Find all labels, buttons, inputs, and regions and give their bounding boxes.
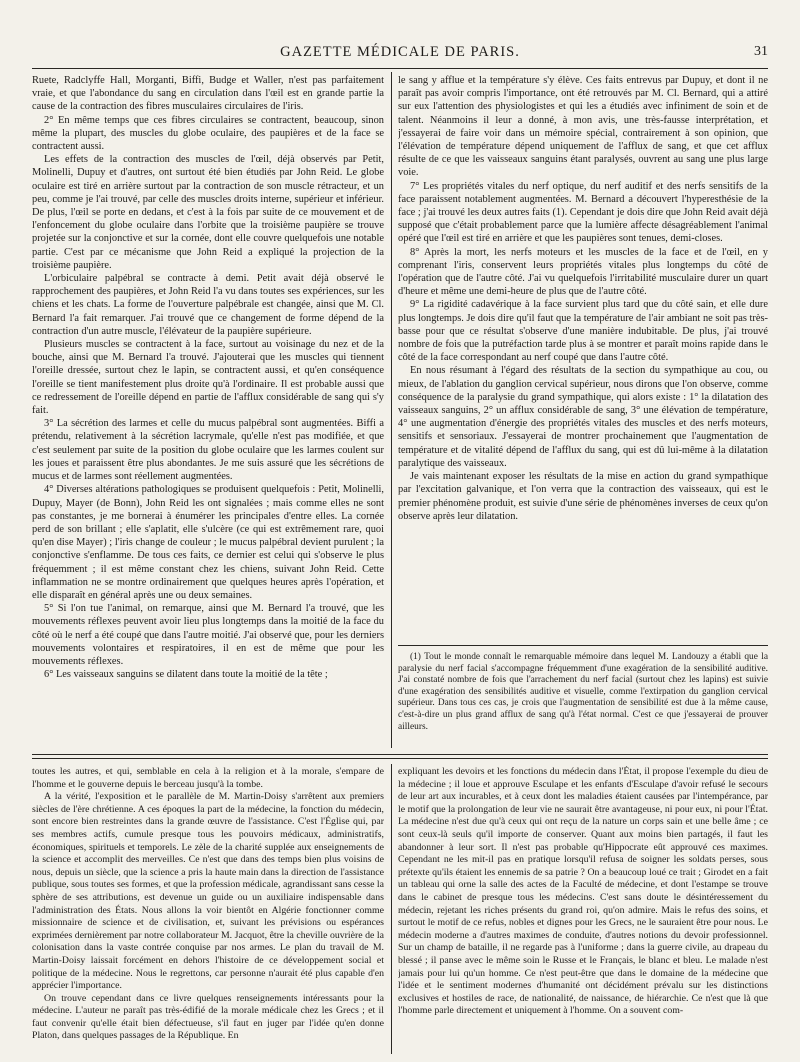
paragraph: 6° Les vaisseaux sanguins se dilatent dans toute la moitié de la tête ; <box>44 669 328 681</box>
paragraph: A la vérité, l'exposition et le parallèle de M. Martin-Doisy s'arrêtent aux premiers siècles de l'ère chrétienne. A ces époques la part de la médecine, la fonction du médecin, sont encore bien restreintes dans la grande œuvre de l'assistance. C'est l'Église qui, par ses membres actifs, cumule presque tous les pouvoirs médicaux, administratifs, économiques, spirituels et temporels. Le zèle de la charité supplée aux enseignements de la science et accomplit des merveilles. Ce n'est que dans des temps bien plus voisins de nous, depuis un siècle, que la science a pris la haute main dans la direction de l'assistance publique, sous toutes ses formes, et que la profession médicale, agrandissant sans cesse la sphère de ses attributions, est devenue un guide ou un auxiliaire indispensable dans l'administration des États. Nous allons la voir bientôt en Algérie fonctionner comme missionnaire de science et de civilisation, et, suivant les prévisions ou espérances exprimées dernièrement par notre collaborateur M. Jacquot, être la cheville ouvrière de la colonisation dans la vaste contrée conquise par nos armes. Le plan du travail de M. Martin-Doisy laissait forcément en dehors l'histoire de ce développement social et politique de la médecine. Nous le regrettons, car personne n'aurait été plus capable d'en apprécier l'importance. <box>32 791 384 992</box>
review-column-1 <box>32 766 384 1054</box>
paragraph: expliquant les devoirs et les fonctions du médecin dans l'État, il propose l'exemple du dieu de la médecine ; il loue et approuve Esculape et les enfants d'Esculape d'avoir refusé le secours de leur art aux incurables, et à ceux dont les maladies étaient causées par l'intempérance, par le motif que la prolongation de leur vie ne saurait être avantageuse, ni pour eux, ni pour l'État. La médecine n'est due qu'à ceux qui ont reçu de la nature un corps sain et une belle âme ; ce sont ceux-là seuls qu'il importe de conserver. Quant aux moins bien partagés, il faut les abandonner à leur sort. Il n'est pas probable qu'Hippocrate eût approuvé ces maximes. Cependant ne les mit-il pas en pratique lorsqu'il refusa de soigner les soldats perses, sous prétexte qu'ils étaient les ennemis de sa patrie ? On a beaucoup loué ce trait ; Girodet en a fait un tableau qui orne la salle des actes de la Faculté de médecine, et dont l'estampe se trouve dans le cabinet de presque tous les médecins. C'est sans doute le désintéressement du médecin, rejetant les riches présents du grand roi, qu'on admire. Mais le refus des soins, et surtout le motif de ce refus, nobles et dignes pour les Grecs, ne le sauraient être pour nous. Le médecin moderne a d'autres maximes de conduite, d'autres notions du devoir professionnel. Sur un champ de bataille, il ne regarde pas à l'uniforme ; dans la guerre civile, au drapeau du blessé ; il panse avec le même soin le Russe et le Français, le blanc et bleu. Le malade n'est jamais pour lui qu'un homme. Ce n'est peut-être que dans le domaine de la médecine que l'idée et le sentiment modernes d'humanité ont décidément prévalu sur les distinctions exclusives et hostiles de race, de nationalité, de naissance, de hiérarchie. Ce n'est que là que l'homme parle directement et uniquement à l'homme. On a souvent com- <box>398 766 768 1017</box>
paragraph: 4° Diverses altérations pathologiques se produisent quelquefois : Petit, Molinelli, Dupuy, Mayer (de Bonn), John Reid les ont signalées ; mais comme elles ne sont pas constantes, je me bornerai à énumérer les principales d'entre elles. La cornée perd de son brillant ; elle s'aplatit, elle s'ulcère (ce qui est extrêmement rare, quoi qu'en dise Mayer) ; l'iris change de couleur ; le mucus palpébral devient purulent ; la conjonctive s'enflamme. De tous ces faits, ce dernier est celui qui s'observe le plus fréquemment ; il est même constant chez les chiens, suivant John Reid. Cette inflammation ne se montre ordinairement que quelques heures après l'opération, et elle disparaît en général après une ou deux semaines. <box>32 484 384 601</box>
article-column-1 <box>32 74 384 746</box>
page-header <box>32 40 768 69</box>
paragraph: Ruete, Radclyffe Hall, Morganti, Biffi, Budge et Waller, n'est pas parfaitement vraie, et que l'abondance du sang en circulation dans l'œil est en grande partie la cause de la contraction des fibres musculaires circulaires de l'iris. <box>32 75 384 113</box>
paragraph: 5° Si l'on tue l'animal, on remarque, ainsi que M. Bernard l'a trouvé, que les mouvements réflexes peuvent avoir lieu plus longtemps dans la moitié de la face du côté où le nerf a été coupé que dans l'autre moitié. J'ai observé que, pour les derniers mouvements volontaires et respiratoires, il en est de même que pour les mouvements réflexes. <box>32 603 384 667</box>
paragraph: Plusieurs muscles se contractent à la face, surtout au voisinage du nez et de la bouche, ainsi que M. Bernard l'a trouvé. J'ajouterai que les muscles qui tiennent l'oreille dressée, surtout chez le lapin, se contractent aussi, et qu'en conséquence l'oreille se tient manifestement plus droite qu'à l'ordinaire. Il est probable aussi que ce redressement de l'oreille dépend en partie de l'afflux considérable de sang qui s'y fait. <box>32 339 384 417</box>
paragraph: 9° La rigidité cadavérique à la face survient plus tard que du côté sain, et elle dure plus longtemps. Je dois dire qu'il faut que la température de l'air ambiant ne soit pas très-basse pour que ce résultat s'observe d'une manière indubitable. De plus, j'ai trouvé nombre de fois que la putréfaction tarde plus à se montrer et paraît moins rapide dans le côté de la face correspondant au nerf coupé que dans l'autre côté. <box>398 299 768 364</box>
paragraph: toutes les autres, et qui, semblable en cela à la religion et à la morale, s'empare de l'homme et le gouverne depuis le berceau jusqu'à la tombe. <box>32 766 384 790</box>
paragraph: le sang y afflue et la température s'y élève. Ces faits entrevus par Dupuy, et dont il ne paraît pas avoir compris l'importance, ont été retrouvés par M. Cl. Bernard, qui a attiré sur eux l'attention des physiologistes et qui les a étudiés avec infiniment de soin et de talent. Néanmoins il leur a donné, à mon avis, une très-fausse interprétation, et j'essayerai de faire voir dans un mémoire spécial, contrairement à son opinion, que l'élévation de température dépend uniquement de l'afflux de sang, et que cet afflux résulte de ce que les vaisseaux sanguins étant paralysés, ouvrent au sang une plus large voie. <box>398 75 768 179</box>
paragraph: Je vais maintenant exposer les résultats de la mise en action du grand sympathique par l'excitation galvanique, et l'on verra que la contraction des vaisseaux, qui est le premier phénomène produit, est suivie d'une série de phénomènes inverses de ceux qu'on observe après leur dilatation. <box>398 471 768 522</box>
footnote-text: (1) Tout le monde connaît le remarquable mémoire dans lequel M. Landouzy a établi que la paralysie du nerf facial s'accompagne fréquemment d'une exagération de la sensibilité auditive. J'ai constaté nombre de fois que l'arrachement du nerf facial (surtout chez les lapins) est suivie d'une exagération des sensibilités auditive et visuelle, comme l'extirpation du ganglion cervical supérieur. Dans tous ces cas, je crois que l'augmentation de sensibilité est due à la même cause, c'est-à-dire un plus grand afflux de sang qu'à l'état normal. C'est ce que j'essayerai de prouver ailleurs. <box>398 652 768 732</box>
footnote <box>398 652 768 746</box>
paragraph: 3° La sécrétion des larmes et celle du mucus palpébral sont augmentées. Biffi a prétendu, relativement à la sécrétion lacrymale, qu'elle n'est pas modifiée, et que c'est seulement par suite de la position du globe oculaire que les larmes coulent sur les joues et paraissent être plus abondantes. Je me suis assuré que les sécrétions de mucus et de larmes sont réellement augmentées. <box>32 418 384 483</box>
paragraph: En nous résumant à l'égard des résultats de la section du sympathique au cou, ou mieux, de l'ablation du ganglion cervical supérieur, nous dirons que l'on observe, comme conséquence de la paralysie du grand sympathique, qui alors existe : 1° la dilatation des vaisseaux sanguins, 2° un afflux considérable de sang, 3° une élévation de température, 4° une augmentation d'énergie des propriétés vitales des muscles et des nerfs moteurs, sensitifs et sensoriaux. J'essayerai de montrer prochainement que l'augmentation de température et de vitalité dépend de l'afflux du sang, qui est dû lui-même à la dilatation paralytique des vaisseaux. <box>398 365 768 469</box>
paragraph: On trouve cependant dans ce livre quelques renseignements intéressants pour la médecine. L'auteur ne paraît pas très-édifié de la morale médicale chez les Grecs ; et il faut convenir qu'elle était bien défectueuse, s'il faut en juger par l'idée qu'en donne Platon, dans quelques passages de la République. En <box>32 992 384 1042</box>
paragraph: 2° En même temps que ces fibres circulaires se contractent, beaucoup, sinon même la plupart, des muscles du globe oculaire, des paupières et de la face se contractent aussi. <box>32 114 384 153</box>
section-divider <box>32 758 768 759</box>
journal-title: GAZETTE MÉDICALE DE PARIS. <box>280 44 520 60</box>
paragraph: Les effets de la contraction des muscles de l'œil, déjà observés par Petit, Molinelli, Dupuy et d'autres, ont surtout été bien étudiés par John Reid. Le globe oculaire est tiré en arrière surtout par la contraction de son muscle rétracteur, et un peu, comme je l'ai trouvé, par celle des muscles droits interne, supérieur et inférieur. De plus, l'œil se porte en dedans, et c'est à la fois par suite de ce mouvement et de l'enfoncement du globe oculaire dans l'orbite que la troisième paupière se trouve projetée sur la conjonctive et sur la cornée, dont elle couvre quelquefois une notable partie. C'est par ce mécanisme que John Reid a expliqué la projection de la troisième paupière. <box>32 154 384 271</box>
paragraph: 8° Après la mort, les nerfs moteurs et les muscles de la face et de l'œil, en y comprenant l'iris, conservent leurs propriétés vitales plus longtemps du côté de l'opération que de l'autre côté. J'ai vu quelquefois l'irritabilité musculaire durer un quart d'heure et même une demi-heure de plus que de l'autre côté. <box>398 246 768 298</box>
page-number: 31 <box>754 44 768 59</box>
section-divider <box>32 754 768 755</box>
paragraph: 7° Les propriétés vitales du nerf optique, du nerf auditif et des nerfs sensitifs de la face paraissent notablement augmentées. M. Bernard a découvert l'hyperesthésie de la face ; j'ai trouvé les deux autres faits (1). Cependant je dois dire que John Reid avait déjà supposé que c'était probablement parce que la lumière affecte désagréablement l'animal opéré que l'œil est tiré en arrière et que les paupières sont tenues, demi-closes. <box>398 180 768 245</box>
article-column-2 <box>398 74 768 640</box>
column-divider <box>391 764 392 1054</box>
review-column-2 <box>398 766 768 1054</box>
paragraph: L'orbiculaire palpébral se contracte à demi. Petit avait déjà observé le rapprochement des paupières, et John Reid l'a vu dans toutes ses expériences, sur les chiens et les chats. La forme de l'ouverture palpébrale est changée, ainsi que M. Cl. Bernard l'a fait remarquer. J'ai trouvé que ce changement de forme dépend de la contraction d'un autre muscle, l'élévateur de la paupière supérieure. <box>32 273 384 337</box>
column-divider <box>391 72 392 748</box>
footnote-divider <box>398 645 768 646</box>
